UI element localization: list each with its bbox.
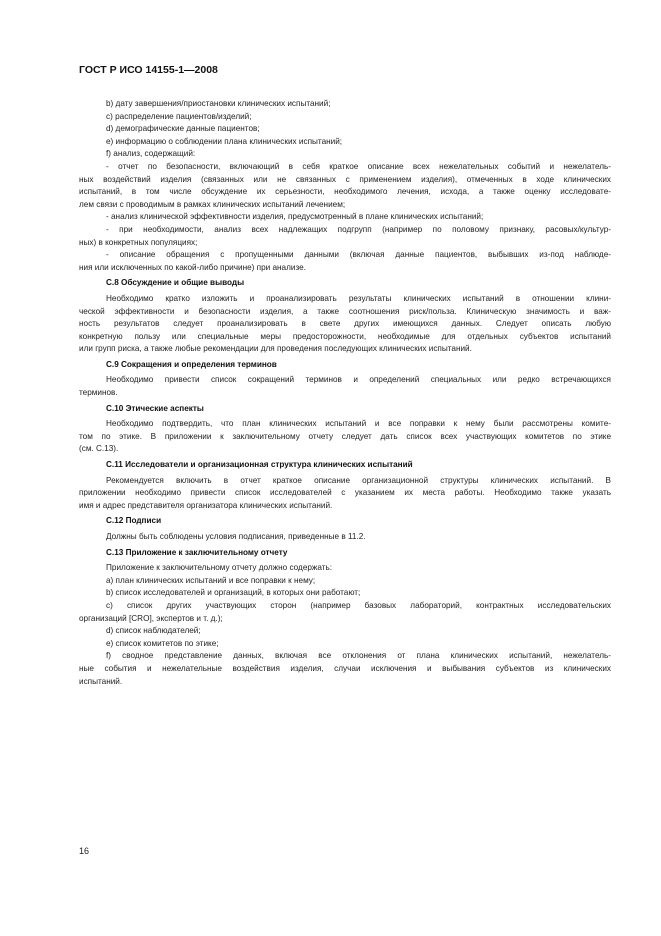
- text-line: ность результатов следует проанализировать в свете других имеющихся данных. Следует описать любую: [79, 319, 611, 329]
- text-line: - при необходимости, анализ всех надлежащих подгрупп (например по половому признаку, расовых/культур-: [106, 224, 611, 234]
- text-line: испытаний.: [79, 676, 123, 686]
- text-line: d) демографические данные пациентов;: [106, 124, 260, 134]
- text-line: Приложение к заключительному отчету должно содержать:: [106, 563, 333, 573]
- text-line: Рекомендуется включить в отчет краткое описание организационной структуры клинических испытаний. В: [106, 475, 611, 485]
- text-line: e) список комитетов по этике;: [106, 638, 219, 648]
- paragraph: [79, 123, 611, 136]
- text-line: конкретную пользу или специальные меры предосторожности, необходимые для отдельных субъектов испытаний: [79, 331, 611, 341]
- text-line: - описание обращения с пропущенными данными (включая данные пациентов, выбывших из-под наблюде-: [106, 250, 611, 260]
- paragraph: [79, 136, 611, 149]
- paragraph: [79, 625, 611, 638]
- text-line: или групп риска, а также любые рекомендации для проведения последующих клинических испытаний.: [79, 344, 472, 354]
- text-line: c) список других участвующих сторон (например базовых лабораторий, контрактных исследовательских: [106, 600, 611, 610]
- text-line: ческой эффективности и безопасности изделия, а также соотношения риск/польза. Клиническую значимость и важ-: [79, 306, 611, 316]
- section-heading: С.12 Подписи: [106, 516, 162, 526]
- paragraph: [79, 650, 611, 688]
- paragraph: [79, 111, 611, 124]
- text-line: ных воздействий изделия (связанных или не связанных с применением изделия), отмеченных в ходе клинических: [79, 174, 611, 184]
- paragraph: [79, 587, 611, 600]
- paragraph: [79, 475, 611, 513]
- text-line: лем связи с проводимым в рамках клинических испытаний лечением;: [79, 199, 346, 209]
- paragraph: [79, 374, 611, 399]
- text-line: имя и адрес представителя организатора клинических испытаний.: [79, 500, 333, 510]
- paragraph: [79, 600, 611, 625]
- paragraph: [79, 531, 611, 544]
- text-line: ные события и нежелательные воздействия изделия, случаи исключения и выбывания субъектов из клинических: [79, 663, 611, 673]
- paragraph: [79, 249, 611, 274]
- section-heading: С.10 Этические аспекты: [106, 403, 204, 413]
- text-line: (см. С.13).: [79, 444, 119, 454]
- section-heading: С.9 Сокращения и определения терминов: [106, 359, 277, 369]
- text-line: - отчет по безопасности, включающий в себя краткое описание всех нежелательных событий и нежелатель-: [106, 161, 611, 171]
- text-line: c) распределение пациентов/изделий;: [106, 111, 252, 121]
- paragraph: [79, 98, 611, 111]
- text-line: a) план клинических испытаний и все поправки к нему;: [106, 575, 316, 585]
- paragraph: [79, 148, 611, 161]
- text-line: Должны быть соблюдены условия подписания, приведенные в 11.2.: [106, 532, 366, 541]
- paragraph: [79, 224, 611, 249]
- document-body: [79, 98, 611, 688]
- text-line: ных) в конкретных популяциях;: [79, 237, 198, 247]
- text-line: d) список наблюдателей;: [106, 626, 201, 636]
- text-line: b) дату завершения/приостановки клинических испытаний;: [106, 99, 331, 108]
- text-line: f) анализ, содержащий:: [106, 149, 196, 159]
- text-line: том по этике. В приложении к заключительному отчету следует дать список всех участвующих комитетов по этике: [79, 431, 611, 441]
- paragraph: [79, 562, 611, 575]
- paragraph: [79, 418, 611, 456]
- text-line: b) список исследователей и организаций, в которых они работают;: [106, 588, 361, 598]
- page-number: 16: [79, 846, 90, 856]
- text-line: приложении необходимо привести список исследователей с указанием их места работы. Необходимо также указать: [79, 488, 611, 498]
- paragraph: [79, 211, 611, 224]
- text-line: Необходимо привести список сокращений терминов и определений специальных или редко встречающихся: [106, 375, 611, 385]
- section-heading: С.11 Исследователи и организационная структура клинических испытаний: [106, 460, 413, 470]
- paragraph: [79, 161, 611, 211]
- text-line: f) сводное представление данных, включая все отклонения от плана клинических испытаний, нежелатель-: [106, 651, 611, 661]
- text-line: Необходимо подтвердить, что план клинических испытаний и все поправки к нему были рассмотрены комите-: [106, 419, 611, 429]
- section-heading: С.13 Приложение к заключительному отчету: [106, 547, 288, 557]
- text-line: - анализ клинической эффективности изделия, предусмотренный в плане клинических испытаний;: [106, 212, 484, 222]
- text-line: терминов.: [79, 388, 118, 398]
- text-line: организаций [CRO], экспертов и т. д.);: [79, 613, 223, 623]
- text-line: ния или исключенных по какой-либо причине) при анализе.: [79, 262, 306, 272]
- text-line: Необходимо кратко изложить и проанализировать результаты клинических испытаний в отношении клини-: [106, 293, 611, 303]
- text-line: испытаний, в том числе обсуждение их серьезности, необходимого лечения, исхода, а также оценку исследовате-: [79, 187, 611, 197]
- paragraph: [79, 293, 611, 356]
- paragraph: [79, 575, 611, 588]
- section-heading: С.8 Обсуждение и общие выводы: [106, 278, 245, 288]
- text-line: e) информацию о соблюдении плана клинических испытаний;: [106, 136, 343, 146]
- document-title: ГОСТ Р ИСО 14155-1—2008: [79, 64, 218, 76]
- paragraph: [79, 638, 611, 651]
